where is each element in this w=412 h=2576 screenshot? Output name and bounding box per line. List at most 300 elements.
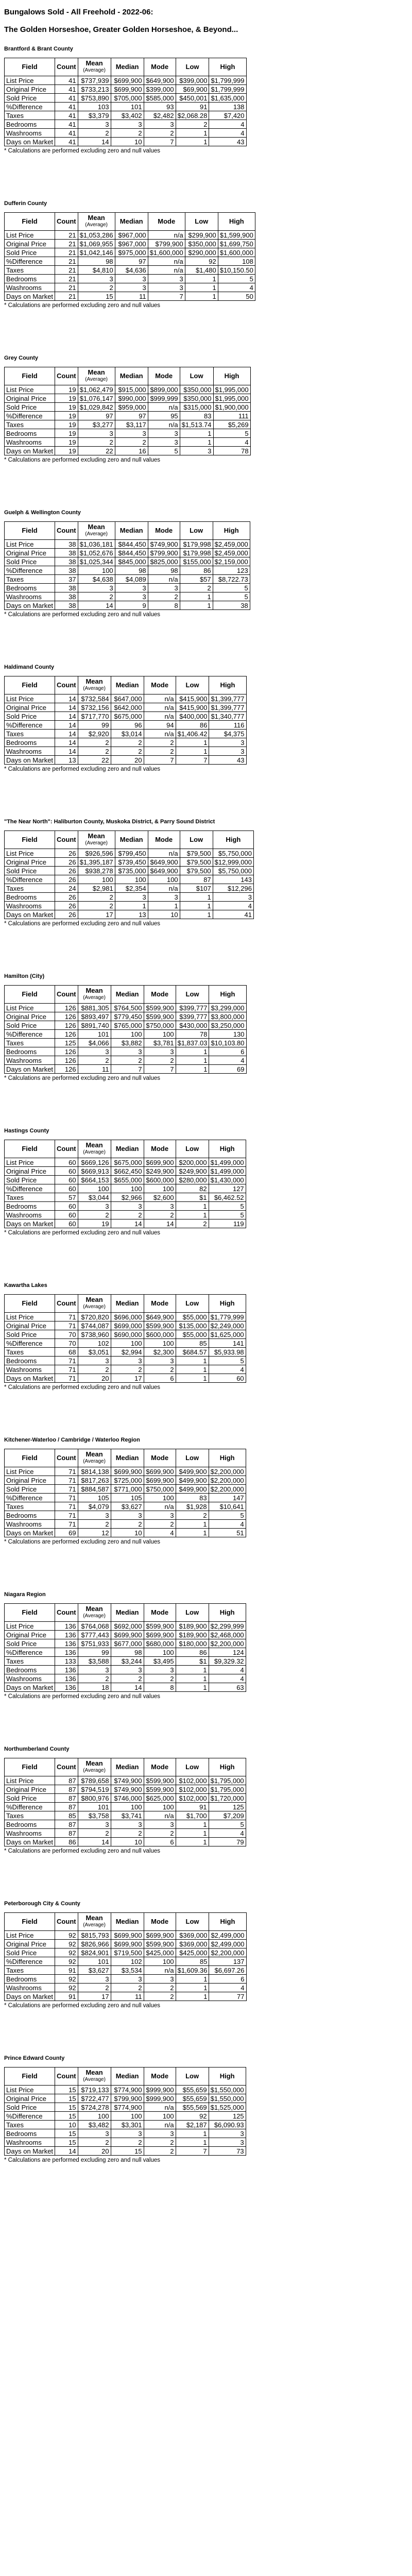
- table-cell: $6,697.26: [209, 1966, 246, 1975]
- column-header-high: [213, 367, 250, 385]
- row-label: Days on Market: [5, 1374, 55, 1383]
- column-header-median: [111, 1913, 144, 1931]
- stats-table: [4, 58, 247, 146]
- table-cell: 2: [115, 438, 148, 447]
- row-label: Days on Market: [5, 1838, 55, 1846]
- row-label: %Difference: [5, 2112, 55, 2121]
- column-header-label: Mean: [85, 1450, 103, 1458]
- table-cell: $2,966: [111, 1193, 144, 1202]
- table-cell: 97: [115, 257, 148, 266]
- table-cell: 125: [209, 1803, 246, 1811]
- row-label: Taxes: [5, 1811, 55, 1820]
- table-cell: 41: [55, 138, 78, 146]
- column-header-sublabel: (Average): [83, 1149, 106, 1155]
- table-cell: $899,000: [148, 385, 180, 394]
- table-cell: 2: [111, 1520, 144, 1529]
- table-cell: $1,499,000: [209, 1158, 246, 1167]
- column-header-label: Median: [115, 2072, 139, 2080]
- table-cell: 6: [209, 1047, 246, 1056]
- table-cell: 98: [111, 1648, 144, 1657]
- county-sections: [4, 41, 408, 2205]
- table-row: [5, 1357, 246, 1365]
- table-cell: 100: [144, 1339, 176, 1348]
- table-cell: $2,499,000: [209, 1940, 246, 1948]
- column-header-label: Median: [115, 681, 139, 689]
- table-cell: $1,600,000: [148, 248, 185, 257]
- table-cell: 2: [111, 1365, 144, 1374]
- table-cell: $774,900: [111, 2086, 144, 2094]
- table-row: [5, 1485, 246, 1494]
- row-label: Original Price: [5, 703, 55, 712]
- table-cell: 126: [55, 1047, 78, 1056]
- table-cell: 2: [78, 893, 115, 902]
- column-header-high: [209, 1140, 246, 1158]
- table-cell: $1,042,146: [78, 248, 115, 257]
- column-header-label: Count: [57, 990, 76, 998]
- table-cell: 2: [144, 738, 176, 747]
- table-row: [5, 447, 251, 455]
- table-cell: $844,450: [115, 549, 148, 557]
- column-header-label: High: [219, 2072, 235, 2080]
- table-cell: 4: [218, 283, 255, 292]
- table-cell: $599,900: [144, 1622, 176, 1631]
- table-cell: $720,820: [78, 1313, 111, 1321]
- table-cell: 3: [144, 1047, 176, 1056]
- row-label: Taxes: [5, 111, 55, 120]
- table-cell: $155,000: [180, 557, 213, 566]
- table-cell: 1: [185, 292, 218, 301]
- table-cell: 41: [55, 120, 78, 129]
- column-header-count: [55, 831, 78, 849]
- table-cell: 83: [180, 412, 213, 420]
- column-header-count: [55, 1295, 78, 1313]
- document-title: Bungalows Sold - All Freehold - 2022-06:: [4, 8, 153, 16]
- column-header-mean: [78, 2067, 111, 2086]
- column-header-mode: [144, 986, 176, 1004]
- row-label: Days on Market: [5, 1065, 55, 1074]
- column-header-count: [55, 676, 78, 694]
- table-cell: 91: [55, 1992, 78, 2001]
- table-cell: 1: [176, 1529, 209, 1537]
- table-cell: n/a: [148, 231, 185, 240]
- column-header-mean: [78, 1604, 111, 1622]
- table-cell: 4: [209, 129, 246, 138]
- table-row: [5, 1948, 247, 1957]
- column-header-label: Median: [115, 1763, 139, 1771]
- table-cell: 101: [78, 1803, 111, 1811]
- table-cell: 60: [55, 1158, 78, 1167]
- table-row: [5, 721, 247, 730]
- table-cell: 2: [176, 1219, 209, 1228]
- table-cell: $744,087: [78, 1321, 111, 1330]
- table-cell: $415,900: [176, 694, 209, 703]
- column-header-field: [5, 831, 55, 849]
- table-row: [5, 429, 251, 438]
- table-cell: 3: [78, 2129, 111, 2138]
- table-cell: 2: [78, 283, 115, 292]
- column-header-median: [115, 831, 148, 849]
- row-label: Sold Price: [5, 1639, 55, 1648]
- table-cell: $699,000: [111, 1321, 144, 1330]
- column-header-label: Mean: [85, 677, 103, 685]
- table-cell: 4: [209, 1666, 246, 1674]
- column-header-label: Mean: [85, 59, 103, 67]
- column-header-high: [209, 676, 246, 694]
- table-cell: 100: [111, 1339, 144, 1348]
- table-cell: 14: [55, 738, 78, 747]
- table-cell: 2: [144, 1984, 176, 1992]
- table-cell: $107: [180, 884, 213, 893]
- table-cell: 2: [78, 738, 111, 747]
- column-header-label: Low: [195, 217, 209, 225]
- column-header-high: [218, 213, 255, 231]
- table-cell: $10,150.50: [218, 266, 255, 275]
- table-cell: 3: [111, 1975, 144, 1984]
- table-cell: $705,000: [111, 94, 144, 103]
- table-cell: $599,900: [144, 1012, 176, 1021]
- table-row: [5, 103, 247, 111]
- table-cell: 2: [176, 120, 209, 129]
- row-label: List Price: [5, 2086, 55, 2094]
- row-label: Original Price: [5, 858, 55, 867]
- table-cell: $3,044: [78, 1193, 111, 1202]
- table-cell: 38: [55, 566, 78, 575]
- row-label: Bedrooms: [5, 275, 55, 283]
- table-cell: $719,500: [111, 1948, 144, 1957]
- table-cell: $1: [176, 1657, 209, 1666]
- table-cell: $3,495: [144, 1657, 176, 1666]
- column-header-median: [111, 1295, 144, 1313]
- table-row: [5, 1820, 246, 1829]
- table-cell: 3: [111, 1047, 144, 1056]
- column-header-high: [209, 2067, 246, 2086]
- table-row: [5, 1193, 246, 1202]
- row-label: Taxes: [5, 575, 55, 584]
- row-label: Washrooms: [5, 1829, 55, 1838]
- document-subtitle: The Golden Horseshoe, Greater Golden Horseshoe, & Beyond...: [4, 25, 238, 34]
- county-section: [4, 969, 408, 1123]
- column-header-label: Median: [115, 1918, 139, 1925]
- column-header-label: Median: [119, 372, 143, 380]
- table-cell: 26: [55, 875, 78, 884]
- table-cell: $499,900: [176, 1467, 209, 1476]
- table-cell: 5: [218, 275, 255, 283]
- table-row: [5, 275, 255, 283]
- table-cell: $3,277: [78, 420, 115, 429]
- table-row: [5, 1467, 246, 1476]
- table-cell: 92: [55, 1940, 78, 1948]
- table-cell: 2: [144, 1365, 176, 1374]
- table-cell: $649,900: [148, 867, 180, 875]
- column-header-label: Median: [119, 836, 143, 843]
- column-header-label: High: [219, 1608, 235, 1616]
- table-cell: $990,000: [115, 394, 148, 403]
- table-cell: 3: [115, 429, 148, 438]
- row-label: Taxes: [5, 2121, 55, 2129]
- table-cell: $779,450: [111, 1012, 144, 1021]
- column-header-label: Low: [190, 372, 203, 380]
- table-cell: $696,000: [111, 1313, 144, 1321]
- table-cell: 5: [209, 1202, 246, 1211]
- table-cell: $751,933: [78, 1639, 111, 1648]
- table-cell: $425,000: [144, 1948, 176, 1957]
- table-cell: 2: [78, 1984, 111, 1992]
- table-cell: $2,200,000: [209, 1485, 246, 1494]
- table-cell: 8: [144, 1683, 176, 1692]
- table-cell: $699,900: [144, 1158, 176, 1167]
- table-cell: $1,799,999: [209, 85, 246, 94]
- table-cell: 86: [180, 566, 213, 575]
- column-header-label: Field: [22, 2072, 38, 2080]
- table-row: [5, 1065, 247, 1074]
- table-cell: 87: [180, 875, 213, 884]
- column-header-label: Mode: [151, 1299, 169, 1307]
- column-header-label: Mode: [151, 1145, 169, 1153]
- table-cell: $1,699,750: [218, 240, 255, 248]
- column-header-label: Median: [115, 1145, 139, 1153]
- column-header-label: High: [219, 1454, 235, 1462]
- table-cell: $915,000: [115, 385, 148, 394]
- column-header-low: [176, 1758, 209, 1776]
- table-cell: 10: [111, 138, 144, 146]
- table-row: [5, 712, 247, 721]
- table-row: [5, 1957, 247, 1966]
- calculation-note: * Calculations are performed excluding zero and null values: [4, 1693, 161, 1700]
- table-cell: $999,900: [144, 2086, 176, 2094]
- table-cell: 7: [144, 138, 176, 146]
- column-header-mean: [78, 58, 111, 76]
- county-section: [4, 1123, 408, 1278]
- table-cell: $4,638: [78, 575, 115, 584]
- column-header-mean: [78, 986, 111, 1004]
- table-cell: $3,117: [115, 420, 148, 429]
- table-cell: $732,584: [78, 694, 111, 703]
- column-header-sublabel: (Average): [83, 1304, 106, 1310]
- table-cell: 108: [218, 257, 255, 266]
- table-cell: 92: [176, 2112, 209, 2121]
- row-label: Sold Price: [5, 1021, 55, 1030]
- table-cell: $430,000: [176, 1021, 209, 1030]
- table-cell: 1: [185, 283, 218, 292]
- table-cell: 133: [55, 1657, 78, 1666]
- table-cell: $585,000: [144, 94, 176, 103]
- table-cell: 51: [209, 1529, 246, 1537]
- county-section: [4, 814, 408, 969]
- table-cell: $1,053,286: [78, 231, 115, 240]
- table-row: [5, 601, 250, 610]
- table-cell: 3: [115, 893, 148, 902]
- table-row: [5, 858, 254, 867]
- table-cell: 2: [148, 592, 180, 601]
- column-header-label: Median: [115, 1454, 139, 1462]
- column-header-field: [5, 1140, 55, 1158]
- table-row: [5, 438, 251, 447]
- table-cell: 21: [55, 283, 78, 292]
- row-label: Original Price: [5, 85, 55, 94]
- column-header-mode: [148, 213, 185, 231]
- table-cell: 5: [209, 1511, 246, 1520]
- row-label: List Price: [5, 1931, 55, 1940]
- table-cell: $1,025,344: [78, 557, 115, 566]
- table-row: [5, 1012, 247, 1021]
- table-cell: 3: [78, 275, 115, 283]
- row-label: List Price: [5, 1622, 55, 1631]
- stats-table: [4, 212, 255, 301]
- table-cell: 38: [213, 601, 250, 610]
- column-header-low: [176, 2067, 209, 2086]
- column-header-mean: [78, 1449, 111, 1467]
- column-header-label: Mode: [151, 1918, 169, 1925]
- table-cell: $55,000: [176, 1330, 209, 1339]
- table-row: [5, 1047, 247, 1056]
- table-cell: 21: [55, 292, 78, 301]
- table-cell: $749,900: [111, 1776, 144, 1785]
- column-header-sublabel: (Average): [83, 995, 106, 1001]
- table-cell: 141: [209, 1339, 246, 1348]
- column-header-count: [55, 1449, 78, 1467]
- table-row: [5, 1622, 246, 1631]
- table-cell: 1: [176, 747, 209, 756]
- table-cell: 71: [55, 1321, 78, 1330]
- table-cell: 11: [115, 292, 148, 301]
- column-header-label: Median: [115, 990, 139, 998]
- table-cell: 14: [78, 601, 115, 610]
- table-cell: 19: [55, 438, 78, 447]
- table-cell: 1: [176, 1056, 209, 1065]
- table-row: [5, 1940, 247, 1948]
- column-header-label: Low: [185, 2072, 199, 2080]
- table-cell: $999,999: [148, 394, 180, 403]
- table-cell: 15: [55, 2094, 78, 2103]
- table-cell: 136: [55, 1648, 78, 1657]
- table-row: [5, 2121, 246, 2129]
- table-cell: 3: [115, 283, 148, 292]
- table-cell: 126: [55, 1030, 78, 1039]
- table-cell: 3: [209, 2138, 246, 2147]
- table-cell: 14: [111, 1683, 144, 1692]
- row-label: Days on Market: [5, 601, 55, 610]
- table-cell: $1,635,000: [209, 94, 246, 103]
- table-cell: $642,000: [111, 703, 144, 712]
- table-row: [5, 1158, 246, 1167]
- table-cell: n/a: [144, 1502, 176, 1511]
- column-header-median: [111, 1140, 144, 1158]
- column-header-label: High: [220, 63, 235, 71]
- row-label: %Difference: [5, 1494, 55, 1502]
- table-cell: 41: [55, 111, 78, 120]
- table-cell: 100: [78, 2112, 111, 2121]
- row-label: Washrooms: [5, 1984, 55, 1992]
- table-cell: 3: [209, 2129, 246, 2138]
- table-row: [5, 1811, 246, 1820]
- column-header-count: [55, 58, 78, 76]
- table-cell: 26: [55, 902, 78, 910]
- table-cell: 91: [55, 1966, 78, 1975]
- table-cell: $1,779,999: [209, 1313, 246, 1321]
- county-section: [4, 196, 408, 350]
- table-cell: 13: [115, 910, 148, 919]
- calculation-note: * Calculations are performed excluding zero and null values: [4, 2003, 161, 2009]
- table-cell: 15: [55, 2103, 78, 2112]
- table-cell: 92: [55, 1948, 78, 1957]
- column-header-mean: [78, 831, 115, 849]
- table-cell: 21: [55, 275, 78, 283]
- row-label: Original Price: [5, 1321, 55, 1330]
- table-cell: 2: [144, 2138, 176, 2147]
- row-label: Bedrooms: [5, 1975, 55, 1984]
- table-cell: 100: [144, 1030, 176, 1039]
- column-header-high: [209, 1295, 246, 1313]
- row-label: Sold Price: [5, 2103, 55, 2112]
- table-cell: 2: [144, 1520, 176, 1529]
- table-row: [5, 2138, 246, 2147]
- table-cell: 105: [78, 1494, 111, 1502]
- table-cell: 92: [55, 1957, 78, 1966]
- table-cell: $664,153: [78, 1176, 111, 1184]
- table-cell: $662,450: [111, 1167, 144, 1176]
- table-row: [5, 1374, 246, 1383]
- county-title: Kawartha Lakes: [4, 1282, 47, 1289]
- table-cell: 98: [78, 257, 115, 266]
- table-cell: 85: [176, 1957, 209, 1966]
- column-header-label: High: [219, 1145, 235, 1153]
- table-cell: 38: [55, 557, 78, 566]
- row-label: %Difference: [5, 103, 55, 111]
- table-cell: $733,213: [78, 85, 111, 94]
- stats-table: [4, 1294, 246, 1383]
- row-label: Sold Price: [5, 1485, 55, 1494]
- table-cell: 16: [115, 447, 148, 455]
- table-row: [5, 412, 251, 420]
- column-header-label: Count: [57, 1454, 76, 1462]
- table-cell: $3,627: [78, 1966, 111, 1975]
- table-cell: 3: [144, 1666, 176, 1674]
- table-cell: 14: [55, 712, 78, 721]
- table-cell: 5: [148, 447, 180, 455]
- table-cell: 14: [111, 1219, 144, 1228]
- row-label: Sold Price: [5, 1330, 55, 1339]
- table-cell: 12: [78, 1529, 111, 1537]
- table-row: [5, 1785, 246, 1794]
- table-cell: 38: [55, 592, 78, 601]
- header-row: [5, 986, 247, 1004]
- stats-table: [4, 1912, 247, 2001]
- table-cell: $789,658: [78, 1776, 111, 1785]
- table-cell: 99: [78, 1648, 111, 1657]
- table-row: [5, 1975, 247, 1984]
- table-cell: $699,900: [111, 76, 144, 85]
- table-cell: 2: [111, 1674, 144, 1683]
- table-cell: 1: [176, 1992, 209, 2001]
- table-cell: n/a: [144, 1966, 176, 1975]
- row-label: Sold Price: [5, 403, 55, 412]
- table-row: [5, 875, 254, 884]
- table-cell: $55,569: [176, 2103, 209, 2112]
- table-row: [5, 94, 247, 103]
- table-cell: 82: [176, 1184, 209, 1193]
- table-cell: 38: [55, 601, 78, 610]
- table-cell: $1,395,187: [78, 858, 115, 867]
- table-cell: $1,399,777: [209, 703, 246, 712]
- table-cell: 2: [176, 1511, 209, 1520]
- column-header-sublabel: (Average): [85, 377, 108, 382]
- table-cell: $684.57: [176, 1348, 209, 1357]
- column-header-label: Field: [22, 217, 38, 225]
- column-header-field: [5, 1604, 55, 1622]
- table-cell: 1: [176, 1520, 209, 1529]
- table-cell: 100: [111, 2112, 144, 2121]
- table-cell: 41: [213, 910, 253, 919]
